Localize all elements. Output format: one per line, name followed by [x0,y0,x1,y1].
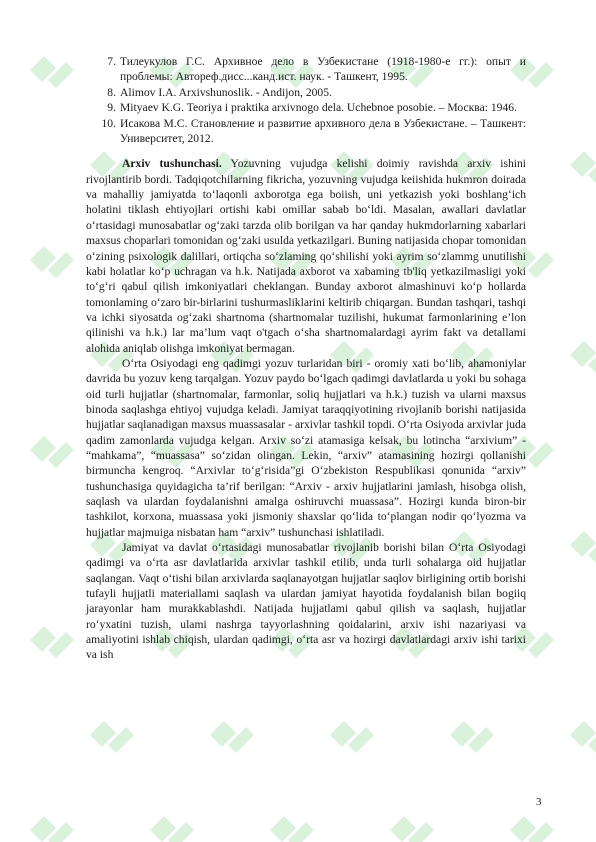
reference-list [86,54,526,146]
reference-item [86,85,526,100]
watermark-mark [30,56,74,88]
document-page [86,54,526,663]
paragraph-jamiyat-davlat: Jamiyat va davlat o‘rtasidagi munosabatlar rivojlanib borishi bilan O‘rta Osiyodagi qadimgi va o‘rta asr davlatlarida arxivlar tashkil etilib, unda turli sohalarga oid hujjatlar saqlangan. Vaqt o‘tishi bilan arxivlarda saqlanayotgan hujjatlar saqlov birligining ortib borishi tufayli hujjatli materiallami saqlash va ulardan jamiyat hayotida foydalanish bilan bogiiq jarayonlar ham murakkablashdi. Natijada hujjatlami qabul qilish va saqlash, hujjatlar ro‘yxatini tuzish, ulami nashrga tayyorlashning qoidalarini, arxiv ishi nazariyasi va amaliyotini ishlab chiqish, ulardan qadimgi, o‘rta asr va hozirgi davlatlardagi arxiv ishi tarixi va ish [86,541,526,662]
paragraph-arxiv-tushunchasi [86,156,526,355]
watermark-mark [30,246,74,278]
watermark-mark [390,816,434,842]
reference-item [86,100,526,115]
watermark-mark [450,721,494,753]
reference-text: Тилеукулов Г.С. Архивное дело в Узбекистане (1918-1980-е гг.): опыт и проблемы: Автореф.дисс...канд.ист. наук. - Ташкент, 1995. [120,55,526,84]
page-number: 3 [536,796,542,808]
reference-text: Исакова М.С. Становление и развитие архивного дела в Узбекистане. – Ташкент: Университет, 2012. [120,116,526,146]
watermark-mark [270,816,314,842]
watermark-mark [90,721,134,753]
reference-text: Alimov I.A. Arxivshunoslik. - Andijon, 2005. [120,85,332,99]
watermark-mark [30,816,74,842]
watermark-mark [30,436,74,468]
watermark-mark [510,816,554,842]
reference-number: 9. [107,101,116,115]
paragraph-text: Yozuvning vujudga kelishi doimiy ravishda arxiv ishini rivojlantirib bordi. Tadqiqotchilarning fikricha, yozuvning vujudga keiishida hukmron doirada va mahalliy jamiyatda to‘laqonli axborotga ega boiish, uni yetkazish yoki boshlang‘ich holatini tiklash ehtiyojlari ortishi kabi omillar sabab bo‘ldi. Masalan, awallari davlatlar o‘rtasidagi munosabatlar og‘zaki tarzda olib borilgan va har qanday hukmdorlarning xabarlari maxsus choparlari tomonidan og‘zaki usulda yetkazilgari. Buning natijasida chopar tomonidan o‘zining psixologik dalillari, ortiqcha so‘zlaming qo‘shilishi yoki ayrim so‘zlammg unutilishi kabi holatlar ko‘p uchragan va h.k. Natijada axborot va xabaming tb'liq yetkazilmasligi yoki to‘g‘ri qabul qilish imkoniyatlari cheklangan. Bunday axborot almashinuvi ko‘p hollarda tomonlaming o‘zaro bir-birlarini tushurmasliklarini keltirib chiqargan. Bundan tashqari, tashqi va ichki siyosatda og‘zaki shartnoma (shartnomalar tuzilishi, hukumat farmonlarining e’lon qilinishi va h.k.) lar ma’lum vaqt o'tgach o‘sha shartnomalardagi ayrim fakt va detallami alohida aniqlab olishga imkoniyat bermagan. [86,157,526,355]
reference-item [86,116,526,147]
reference-number: 7. [107,55,116,68]
reference-text: Mityaev K.G. Teoriya i praktika arxivnogo dela. Uchebnoe posobie. – Москва: 1946. [120,101,517,115]
reference-number: 8. [107,85,116,99]
watermark-mark [30,626,74,658]
watermark-mark [570,151,596,183]
section-gap [86,146,526,156]
reference-item [86,54,526,85]
watermark-mark [570,341,596,373]
section-term: Arxiv tushunchasi. [122,157,222,171]
watermark-mark [570,721,596,753]
reference-number: 10. [101,116,116,130]
watermark-mark [210,721,254,753]
watermark-mark [150,816,194,842]
watermark-mark [570,531,596,563]
paragraph-yozuv-turlari: O‘rta Osiyodagi eng qadimgi yozuv turlaridan biri - oromiy xati bo‘lib, ahamoniylar davrida bu yozuv keng tarqalgan. Yozuv paydo bo‘lgach qadimgi davlatlarda u yoki bu sohaga oid turli hujjatlar (shartnomalar, farmonlar, soliq hujjatlari va h.k.) tuzish va ularni maxsus binoda saqlashga ehtiyoj vujudga keladi. Jamiyat taraqqiyotining rivojlanib borishi natijasida hujjatlar saqlanadigan maxsus muassasalar - arxivlar tashkil topdi. O‘rta Osiyoda arxivlar juda qadim zamonlarda vujudga kelgan. Arxiv so‘zi atamasiga kelsak, bu lotincha “arxivium” - “mahkama”, “muassasa” so‘zidan olingan. Lekin, “arxiv” atamasining hozirgi qollanishi birmuncha kengroq. “Arxivlar to‘g‘risida”gi O‘zbekiston Respublikasi qonunida “arxiv” tushunchasiga quyidagicha ta’rif berilgan: “Arxiv - arxiv hujjatlarini jamlash, hisobga olish, saqlash va ulardan foydalanishni amalga oshiruvchi muassasa”. Hozirgi kunda biron-bir tashkilot, korxona, muassasa yoki jismoniy shaxslar qo‘lida to‘plangan nodir qo‘lyozma va hujjatlar majmuiga nisbatan ham “arxiv” tushunchasi ishlatiladi. [86,356,526,539]
watermark-mark [330,721,374,753]
